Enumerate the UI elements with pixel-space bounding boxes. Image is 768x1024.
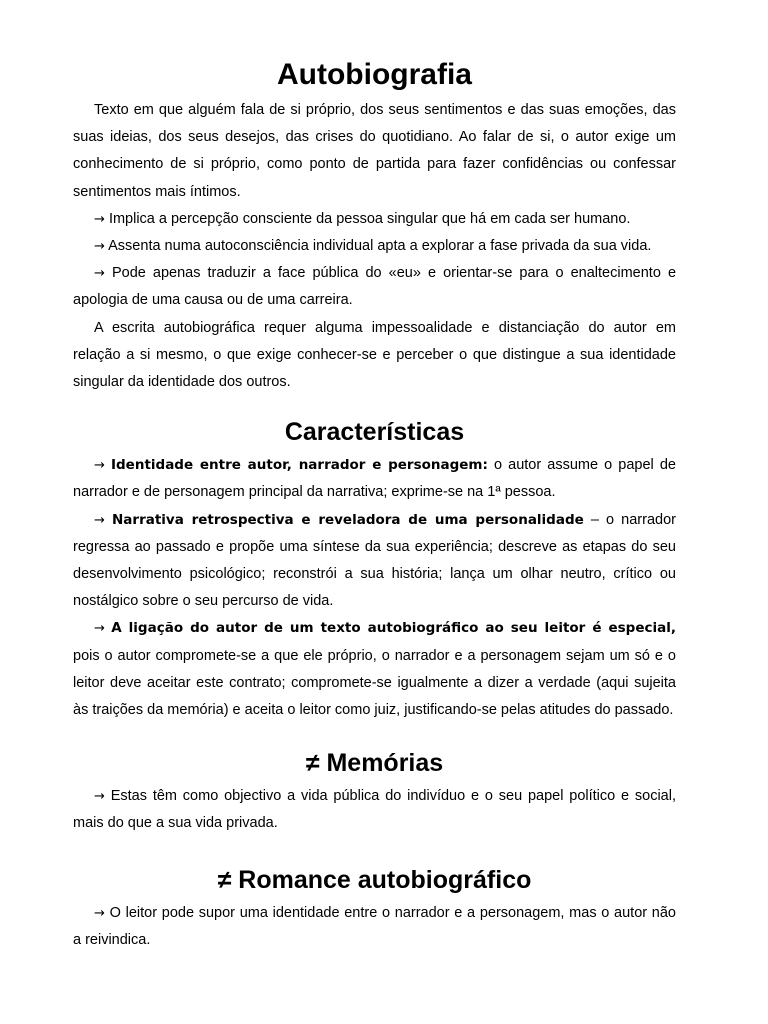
romance-item	[73, 900, 676, 954]
document-title: Autobiografia	[277, 58, 472, 91]
caracteristica-text: – o narrador regressa ao passado e propõe uma síntese da sua experiência; descreve as etapas do seu desenvolvimento psicológico; reconstrói a sua história; lança um olhar neutro, crítico ou nostálgico sobre o seu percurso de vida.	[73, 511, 676, 610]
arrow-icon: →	[94, 211, 105, 227]
section-heading-memorias: ≠ Memórias	[305, 749, 444, 778]
section-heading-romance: ≠ Romance autobiográfico	[217, 865, 532, 894]
intro-bullet-text: Pode apenas traduzir a face pública do «eu» e orientar-se para o enaltecimento e apologia de uma causa ou de uma carreira.	[73, 265, 677, 309]
document-page	[73, 58, 676, 954]
arrow-icon: →	[94, 512, 105, 528]
caracteristica-item-2	[73, 507, 676, 616]
arrow-icon: →	[94, 266, 105, 282]
arrow-icon: →	[94, 905, 105, 921]
intro-bullet-2	[73, 233, 676, 260]
arrow-icon: →	[94, 789, 105, 805]
intro-closing-paragraph: A escrita autobiográfica requer alguma impessoalidade e distanciação do autor em relação a si mesmo, o que exige conhecer-se e perceber o que distingue a sua identidade singular da identidade dos outros.	[73, 319, 676, 391]
caracteristica-text: o autor assume o papel de narrador e de personagem principal da narrativa; exprime-se na 1ª pessoa.	[73, 457, 676, 501]
arrow-icon: →	[94, 458, 105, 474]
caracteristica-text: pois o autor compromete-se a que ele próprio, o narrador e a personagem sejam um só e o leitor deve aceitar este contrato; compromete-se igualmente a dizer a verdade (aqui sujeita às traições da memória) e aceita o leitor como juiz, justificando-se pelas atitudes do passado.	[73, 647, 676, 719]
arrow-icon: →	[94, 239, 105, 255]
intro-bullet-text: Assenta numa autoconsciência individual apta a explorar a fase privada da sua vida.	[108, 238, 652, 255]
section-heading-caracteristicas: Características	[284, 418, 465, 447]
romance-text: O leitor pode supor uma identidade entre o narrador e a personagem, mas o autor não a reivindica.	[73, 904, 676, 948]
intro-bullet-1	[73, 206, 676, 233]
intro-paragraph: Texto em que alguém fala de si próprio, dos seus sentimentos e das suas emoções, das suas ideias, dos seus desejos, das crises do quotidiano. Ao falar de si, o autor exige um conhecimento de si próprio, como ponto de partida para fazer confidências ou confessar sentimentos mais íntimos.	[73, 102, 676, 200]
memorias-item	[73, 783, 676, 837]
caracteristica-item-3	[73, 615, 676, 724]
caracteristica-item-1	[73, 452, 676, 506]
caracteristica-bold-term: A ligação do autor de um texto autobiográfico ao seu leitor é especial,	[111, 620, 676, 637]
memorias-text: Estas têm como objectivo a vida pública do indivíduo e o seu papel político e social, mais do que a sua vida privada.	[73, 788, 676, 832]
intro-bullet-text: Implica a percepção consciente da pessoa singular que há em cada ser humano.	[108, 210, 631, 227]
arrow-icon: →	[94, 621, 105, 637]
caracteristica-bold-term: Identidade entre autor, narrador e personagem:	[111, 457, 488, 474]
intro-bullet-3	[73, 260, 676, 314]
caracteristica-bold-term: Narrativa retrospectiva e reveladora de uma personalidade	[112, 511, 584, 528]
